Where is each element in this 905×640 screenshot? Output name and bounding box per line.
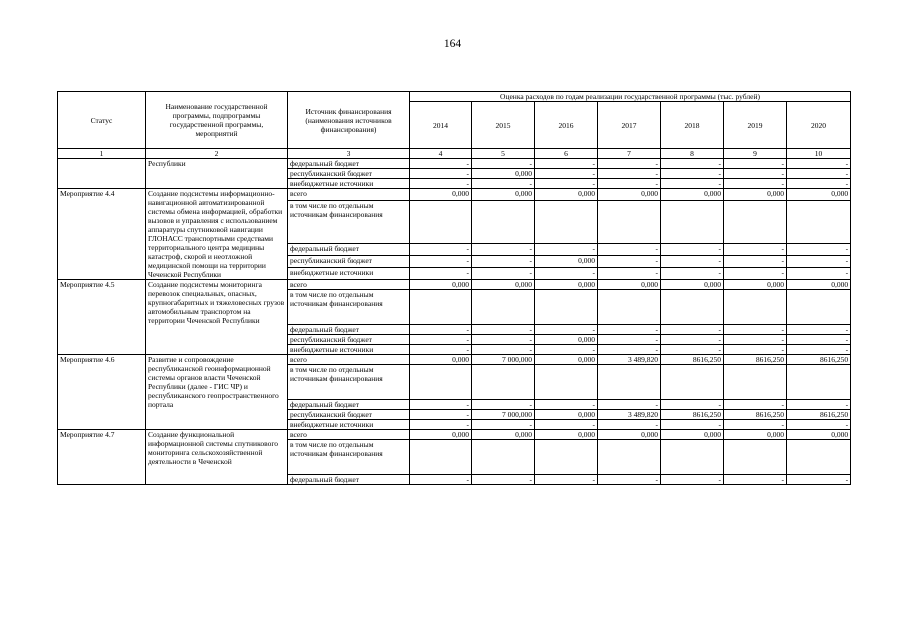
measure-name: Создание подсистемы мониторинга перевозок специальных, опасных, крупногабаритных и тяжеловесных грузов автомобильным транспортом на территории Чеченской Республики bbox=[146, 280, 288, 355]
value-cell: - bbox=[724, 159, 787, 169]
source-cell: республиканский бюджет bbox=[288, 335, 410, 345]
value-cell: - bbox=[724, 255, 787, 267]
value-cell: - bbox=[787, 267, 851, 279]
column-number: 4 bbox=[410, 149, 472, 159]
value-cell: - bbox=[787, 243, 851, 255]
value-cell: - bbox=[410, 400, 472, 410]
value-cell: - bbox=[598, 475, 661, 485]
value-cell bbox=[661, 290, 724, 325]
value-cell bbox=[787, 201, 851, 243]
measure-name: Развитие и сопровождение республиканской геоинформационной системы органов власти Чеченской Республики (далее - ГИС ЧР) и республиканского геопространственного портала bbox=[146, 355, 288, 430]
value-cell: 0,000 bbox=[535, 255, 598, 267]
value-cell: - bbox=[472, 267, 535, 279]
column-number: 7 bbox=[598, 149, 661, 159]
value-cell: 8616,250 bbox=[661, 410, 724, 420]
value-cell: - bbox=[598, 179, 661, 189]
value-cell: - bbox=[661, 345, 724, 355]
value-cell bbox=[535, 201, 598, 243]
value-cell: - bbox=[661, 267, 724, 279]
value-cell bbox=[724, 290, 787, 325]
value-cell bbox=[472, 440, 535, 475]
source-cell: федеральный бюджет bbox=[288, 325, 410, 335]
value-cell: - bbox=[724, 400, 787, 410]
value-cell bbox=[472, 365, 535, 400]
value-cell: - bbox=[724, 335, 787, 345]
value-cell: 7 000,000 bbox=[472, 355, 535, 365]
value-cell: 0,000 bbox=[410, 189, 472, 201]
header-year: 2018 bbox=[661, 102, 724, 149]
source-cell: в том числе по отдельным источникам финансирования bbox=[288, 365, 410, 400]
value-cell: 0,000 bbox=[598, 189, 661, 201]
source-cell: в том числе по отдельным источникам финансирования bbox=[288, 201, 410, 243]
column-number: 2 bbox=[146, 149, 288, 159]
value-cell: - bbox=[535, 475, 598, 485]
value-cell: - bbox=[472, 420, 535, 430]
header-estimate: Оценка расходов по годам реализации государственной программы (тыс. рублей) bbox=[410, 92, 851, 102]
header-source: Источник финансирования (наименования источников финансирования) bbox=[288, 92, 410, 149]
value-cell: - bbox=[472, 335, 535, 345]
value-cell bbox=[535, 365, 598, 400]
value-cell: - bbox=[598, 325, 661, 335]
value-cell: - bbox=[535, 169, 598, 179]
value-cell: - bbox=[535, 325, 598, 335]
value-cell: - bbox=[661, 159, 724, 169]
value-cell: - bbox=[535, 267, 598, 279]
value-cell: - bbox=[787, 159, 851, 169]
value-cell: - bbox=[598, 335, 661, 345]
value-cell: 0,000 bbox=[535, 280, 598, 290]
value-cell: - bbox=[410, 345, 472, 355]
value-cell: - bbox=[410, 179, 472, 189]
value-cell: - bbox=[598, 169, 661, 179]
value-cell: 0,000 bbox=[787, 430, 851, 440]
source-cell: внебюджетные источники bbox=[288, 179, 410, 189]
value-cell: 3 489,820 bbox=[598, 355, 661, 365]
value-cell: - bbox=[787, 475, 851, 485]
source-cell: республиканский бюджет bbox=[288, 255, 410, 267]
value-cell: - bbox=[724, 420, 787, 430]
source-cell: в том числе по отдельным источникам финансирования bbox=[288, 290, 410, 325]
value-cell bbox=[598, 290, 661, 325]
value-cell: - bbox=[724, 169, 787, 179]
value-cell: 0,000 bbox=[598, 430, 661, 440]
value-cell bbox=[724, 440, 787, 475]
value-cell: 8616,250 bbox=[787, 410, 851, 420]
value-cell: - bbox=[598, 243, 661, 255]
value-cell: - bbox=[410, 475, 472, 485]
header-year: 2016 bbox=[535, 102, 598, 149]
column-number: 3 bbox=[288, 149, 410, 159]
value-cell bbox=[535, 440, 598, 475]
value-cell bbox=[410, 440, 472, 475]
value-cell: - bbox=[598, 159, 661, 169]
value-cell: - bbox=[472, 325, 535, 335]
source-cell: федеральный бюджет bbox=[288, 243, 410, 255]
value-cell: 0,000 bbox=[598, 280, 661, 290]
value-cell bbox=[787, 440, 851, 475]
value-cell: - bbox=[661, 169, 724, 179]
value-cell bbox=[724, 365, 787, 400]
value-cell bbox=[724, 201, 787, 243]
value-cell: 0,000 bbox=[724, 189, 787, 201]
value-cell: 0,000 bbox=[535, 410, 598, 420]
value-cell bbox=[410, 290, 472, 325]
measure-status: Мероприятие 4.5 bbox=[58, 280, 146, 355]
value-cell: 0,000 bbox=[787, 189, 851, 201]
value-cell: - bbox=[535, 345, 598, 355]
value-cell: - bbox=[410, 169, 472, 179]
value-cell: 8616,250 bbox=[724, 410, 787, 420]
value-cell: - bbox=[661, 243, 724, 255]
value-cell: 8616,250 bbox=[787, 355, 851, 365]
value-cell: 0,000 bbox=[535, 189, 598, 201]
value-cell: 7 000,000 bbox=[472, 410, 535, 420]
source-cell: всего bbox=[288, 430, 410, 440]
table-row bbox=[58, 189, 851, 201]
value-cell: - bbox=[472, 159, 535, 169]
value-cell: 0,000 bbox=[472, 280, 535, 290]
value-cell: - bbox=[535, 400, 598, 410]
value-cell: 0,000 bbox=[472, 169, 535, 179]
measure-name: Создание функциональной информационной системы спутникового мониторинга сельскохозяйственной деятельности в Чеченской bbox=[146, 430, 288, 485]
source-cell: внебюджетные источники bbox=[288, 267, 410, 279]
table-row bbox=[58, 280, 851, 290]
column-number: 9 bbox=[724, 149, 787, 159]
value-cell: - bbox=[724, 325, 787, 335]
source-cell: федеральный бюджет bbox=[288, 159, 410, 169]
value-cell: - bbox=[410, 243, 472, 255]
table-body bbox=[58, 149, 851, 485]
measure-status: Мероприятие 4.7 bbox=[58, 430, 146, 485]
value-cell: 8616,250 bbox=[661, 355, 724, 365]
measure-status: Мероприятие 4.4 bbox=[58, 189, 146, 280]
measure-name: Создание подсистемы информационно-навигационной автоматизированной системы обмена информацией, обработки вызовов и управления с использованием аппаратуры спутниковой навигации ГЛОНАСС транспортными средствами территориального центра медицины катастроф, скорой и неотложной медицинской помощи на территории Чеченской Республики bbox=[146, 189, 288, 280]
value-cell bbox=[472, 290, 535, 325]
value-cell: - bbox=[598, 267, 661, 279]
value-cell: - bbox=[598, 420, 661, 430]
value-cell: - bbox=[598, 345, 661, 355]
source-cell: всего bbox=[288, 189, 410, 201]
value-cell: - bbox=[535, 159, 598, 169]
value-cell: 0,000 bbox=[472, 189, 535, 201]
table-row bbox=[58, 430, 851, 440]
value-cell: - bbox=[787, 325, 851, 335]
value-cell: - bbox=[472, 345, 535, 355]
value-cell: - bbox=[410, 325, 472, 335]
value-cell bbox=[410, 201, 472, 243]
value-cell: - bbox=[787, 335, 851, 345]
value-cell bbox=[598, 365, 661, 400]
value-cell: - bbox=[661, 420, 724, 430]
source-cell: республиканский бюджет bbox=[288, 410, 410, 420]
column-number: 5 bbox=[472, 149, 535, 159]
value-cell bbox=[787, 290, 851, 325]
value-cell: - bbox=[661, 475, 724, 485]
value-cell: - bbox=[598, 255, 661, 267]
source-cell: внебюджетные источники bbox=[288, 420, 410, 430]
value-cell bbox=[787, 365, 851, 400]
source-cell: внебюджетные источники bbox=[288, 345, 410, 355]
value-cell: - bbox=[472, 243, 535, 255]
value-cell: - bbox=[410, 267, 472, 279]
value-cell: - bbox=[472, 179, 535, 189]
value-cell: 8616,250 bbox=[724, 355, 787, 365]
value-cell: - bbox=[410, 335, 472, 345]
value-cell: - bbox=[661, 335, 724, 345]
value-cell: - bbox=[787, 179, 851, 189]
header-year: 2019 bbox=[724, 102, 787, 149]
value-cell: - bbox=[787, 420, 851, 430]
value-cell: - bbox=[598, 400, 661, 410]
value-cell: 0,000 bbox=[724, 280, 787, 290]
value-cell bbox=[472, 201, 535, 243]
source-cell: федеральный бюджет bbox=[288, 400, 410, 410]
value-cell: - bbox=[535, 243, 598, 255]
value-cell: - bbox=[410, 255, 472, 267]
value-cell: - bbox=[724, 267, 787, 279]
value-cell bbox=[661, 365, 724, 400]
source-cell: федеральный бюджет bbox=[288, 475, 410, 485]
value-cell bbox=[410, 365, 472, 400]
header-status: Статус bbox=[58, 92, 146, 149]
measure-name: Республики bbox=[146, 159, 288, 189]
value-cell: 0,000 bbox=[410, 355, 472, 365]
header-year: 2015 bbox=[472, 102, 535, 149]
value-cell: 0,000 bbox=[661, 280, 724, 290]
measure-status: Мероприятие 4.6 bbox=[58, 355, 146, 430]
source-cell: всего bbox=[288, 355, 410, 365]
value-cell: - bbox=[535, 179, 598, 189]
value-cell: - bbox=[787, 345, 851, 355]
value-cell bbox=[535, 290, 598, 325]
header-year: 2017 bbox=[598, 102, 661, 149]
value-cell: - bbox=[724, 345, 787, 355]
value-cell: - bbox=[472, 255, 535, 267]
value-cell: - bbox=[661, 325, 724, 335]
column-number: 8 bbox=[661, 149, 724, 159]
value-cell: - bbox=[410, 420, 472, 430]
value-cell: 0,000 bbox=[410, 430, 472, 440]
value-cell: 0,000 bbox=[472, 430, 535, 440]
header-year: 2020 bbox=[787, 102, 851, 149]
budget-table bbox=[57, 91, 851, 485]
value-cell: - bbox=[724, 179, 787, 189]
value-cell: - bbox=[787, 400, 851, 410]
column-number-row bbox=[58, 149, 851, 159]
value-cell: - bbox=[472, 400, 535, 410]
value-cell: - bbox=[724, 243, 787, 255]
value-cell: 0,000 bbox=[535, 430, 598, 440]
header-year: 2014 bbox=[410, 102, 472, 149]
source-cell: в том числе по отдельным источникам финансирования bbox=[288, 440, 410, 475]
column-number: 1 bbox=[58, 149, 146, 159]
value-cell bbox=[661, 201, 724, 243]
value-cell: 0,000 bbox=[661, 189, 724, 201]
value-cell: 0,000 bbox=[724, 430, 787, 440]
value-cell: - bbox=[661, 400, 724, 410]
value-cell: - bbox=[724, 475, 787, 485]
value-cell: - bbox=[661, 255, 724, 267]
value-cell bbox=[598, 201, 661, 243]
value-cell: 0,000 bbox=[787, 280, 851, 290]
value-cell: - bbox=[661, 179, 724, 189]
value-cell: - bbox=[410, 410, 472, 420]
value-cell: - bbox=[472, 475, 535, 485]
value-cell: 0,000 bbox=[535, 355, 598, 365]
value-cell: 3 489,820 bbox=[598, 410, 661, 420]
value-cell bbox=[661, 440, 724, 475]
value-cell bbox=[598, 440, 661, 475]
value-cell: 0,000 bbox=[410, 280, 472, 290]
page-number: 164 bbox=[443, 38, 462, 50]
header-name: Наименование государственной программы, подпрограммы государственной программы, мероприятий bbox=[146, 92, 288, 149]
table-row bbox=[58, 159, 851, 169]
source-cell: всего bbox=[288, 280, 410, 290]
value-cell: - bbox=[787, 169, 851, 179]
value-cell: 0,000 bbox=[661, 430, 724, 440]
table-row bbox=[58, 355, 851, 365]
source-cell: республиканский бюджет bbox=[288, 169, 410, 179]
column-number: 10 bbox=[787, 149, 851, 159]
value-cell: - bbox=[410, 159, 472, 169]
value-cell: 0,000 bbox=[535, 335, 598, 345]
value-cell: - bbox=[787, 255, 851, 267]
status-cell bbox=[58, 159, 146, 189]
value-cell: - bbox=[535, 420, 598, 430]
column-number: 6 bbox=[535, 149, 598, 159]
